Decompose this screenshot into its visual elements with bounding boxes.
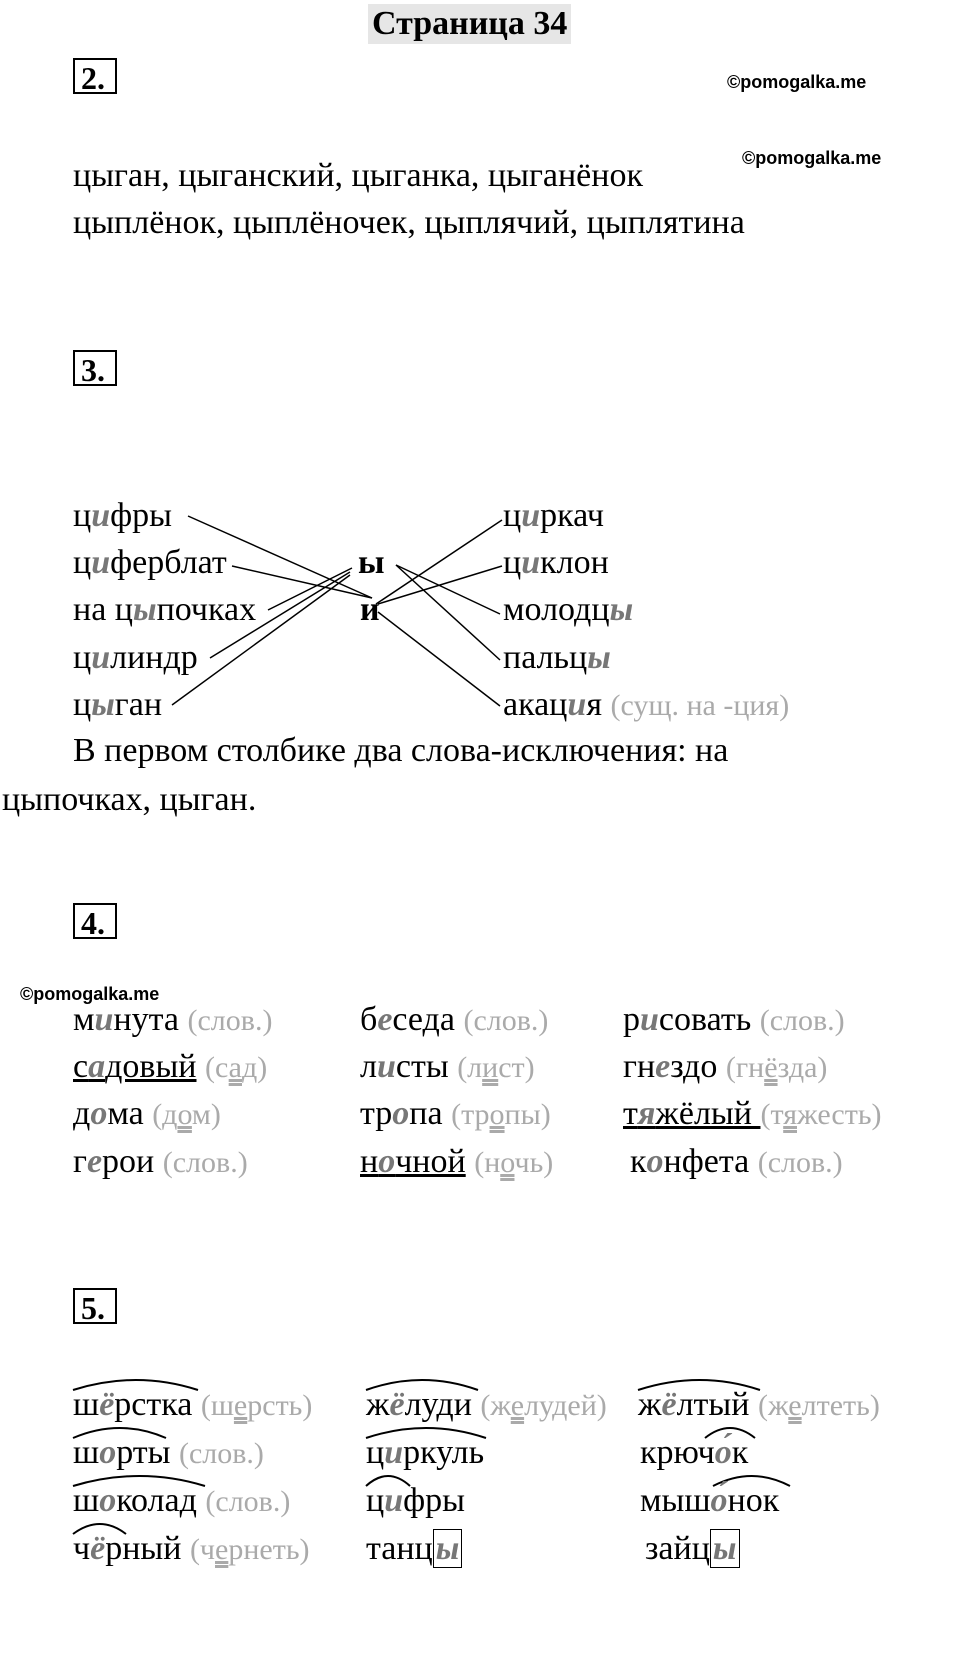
right-word-1: циркач <box>503 497 604 534</box>
exercise-3-number: 3. <box>73 350 117 386</box>
ex4-word: ночной (ночь) <box>360 1143 554 1180</box>
exercise-4-number: 4. <box>73 903 117 939</box>
right-word-2: циклон <box>503 544 609 581</box>
ex5-word: жёлтый (желтеть) <box>638 1386 880 1423</box>
ex4-word: рисовать (слов.) <box>623 1001 845 1038</box>
ex4-word: герои (слов.) <box>73 1143 248 1180</box>
ex5-word: крючо́к <box>640 1434 749 1471</box>
watermark: ©pomogalka.me <box>20 984 160 1004</box>
exercise-2-number: 2. <box>73 58 117 94</box>
letter-i: и <box>360 591 380 628</box>
ex3-conclusion-1: В первом столбике два слова-исключения: на <box>73 732 729 769</box>
ex4-word: беседа (слов.) <box>360 1001 549 1038</box>
ex5-word: зайцы <box>645 1529 740 1569</box>
left-word-4: цилиндр <box>73 639 198 676</box>
ex5-word: шоколад (слов.) <box>73 1482 291 1519</box>
page-title: Страница 34 <box>368 4 571 44</box>
ex4-word: тропа (тропы) <box>360 1095 551 1132</box>
ex5-word: шорты (слов.) <box>73 1434 264 1471</box>
right-word-5: акация (сущ. на -ция) <box>503 686 790 723</box>
ex4-word: листы (лист) <box>360 1048 535 1085</box>
ex2-line-1: цыган, цыганский, цыганка, цыганёнок <box>73 157 643 194</box>
watermark: ©pomogalka.me <box>727 72 867 92</box>
right-word-3: молодцы <box>503 591 634 628</box>
ex5-word: жёлуди (желудей) <box>366 1386 607 1423</box>
ex5-word: шёрстка (шерсть) <box>73 1386 313 1423</box>
ex3-conclusion-2: цыпочках, цыган. <box>2 781 257 818</box>
ex4-word: конфета (слов.) <box>630 1143 843 1180</box>
ex4-word: тяжёлый (тяжесть) <box>623 1095 882 1132</box>
ex4-word: дома (дом) <box>73 1095 221 1132</box>
ex5-word: циркуль <box>366 1434 485 1471</box>
right-word-4: пальцы <box>503 639 611 676</box>
ex5-word: мышо́нок <box>640 1482 780 1519</box>
letter-y: ы <box>358 544 385 581</box>
ex2-line-2: цыплёнок, цыплёночек, цыплячий, цыплятина <box>73 204 745 241</box>
ex5-word: цифры <box>366 1482 465 1519</box>
left-word-2: циферблат <box>73 544 227 581</box>
left-word-3: на цыпочках <box>73 591 257 628</box>
left-word-5: цыган <box>73 686 163 723</box>
ending-box: ы <box>433 1529 463 1568</box>
ex5-word: танцы <box>366 1529 462 1569</box>
ending-box: ы <box>710 1529 740 1568</box>
watermark: ©pomogalka.me <box>742 148 882 168</box>
ex4-word: гнездо (гнёзда) <box>623 1048 828 1085</box>
exercise-5-number: 5. <box>73 1288 117 1324</box>
left-word-1: цифры <box>73 497 172 534</box>
ex4-word: минута (слов.) <box>73 1001 273 1038</box>
ex5-word: чёрный (чернеть) <box>73 1530 310 1567</box>
ex4-word: садовый (сад) <box>73 1048 268 1085</box>
